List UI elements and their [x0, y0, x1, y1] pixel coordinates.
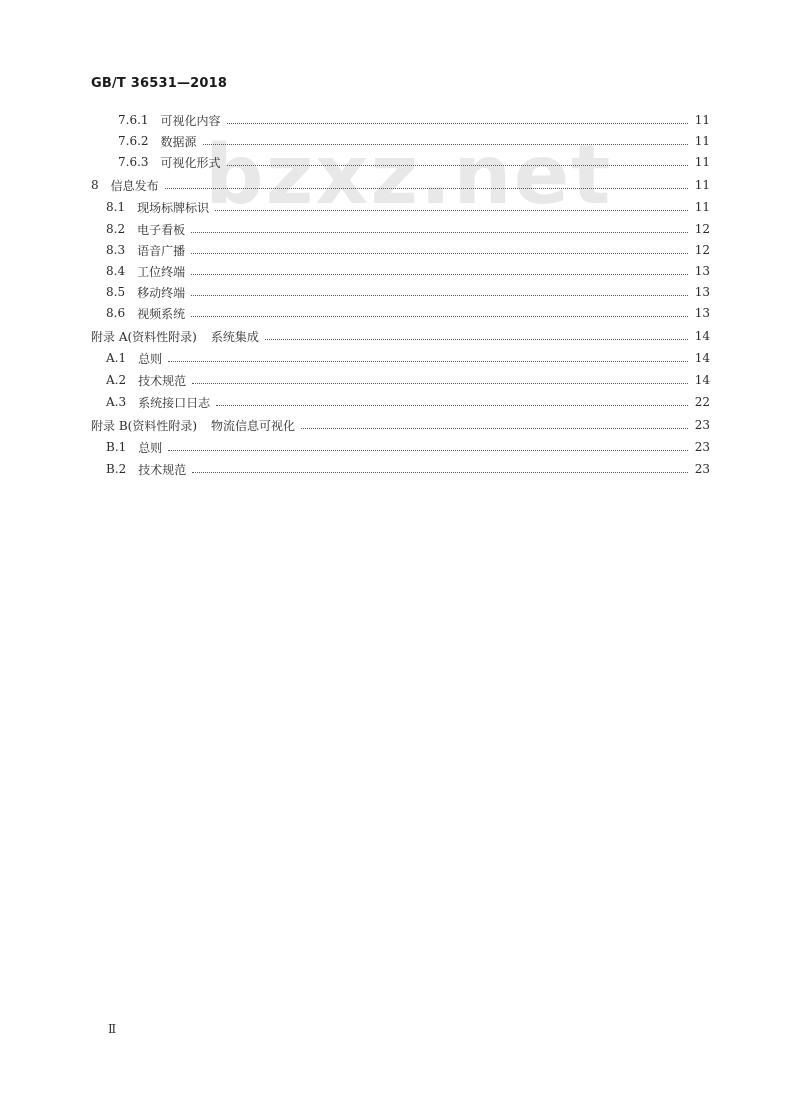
toc-entry-page: 13 — [694, 285, 710, 299]
toc-entry-number: 8.3 — [106, 243, 126, 257]
toc-entry-7-6-1[interactable] — [118, 111, 710, 129]
toc-entry-title: 总则 — [138, 440, 163, 455]
toc-entry-number: 8 — [91, 178, 99, 192]
toc-entry-8[interactable] — [91, 176, 710, 194]
toc-entry-title: 数据源 — [160, 134, 197, 149]
toc-entry-7-6-2[interactable] — [118, 132, 710, 150]
dot-leader — [227, 123, 688, 124]
toc-entry-number: 8.2 — [106, 222, 126, 236]
dot-leader — [191, 253, 688, 254]
toc-entry-number: A.1 — [106, 351, 127, 365]
toc-entry-title: 物流信息可视化 — [211, 418, 296, 433]
toc-entry-page: 11 — [694, 178, 710, 192]
dot-leader — [192, 472, 688, 473]
dot-leader — [168, 361, 688, 362]
toc-entry-a-3[interactable] — [106, 393, 710, 411]
toc-entry-title: 可视化形式 — [160, 155, 221, 170]
toc-entry-page: 23 — [694, 418, 710, 432]
toc-entry-page: 13 — [694, 264, 710, 278]
toc-entry-number: A.3 — [106, 395, 127, 409]
dot-leader — [191, 274, 688, 275]
toc-entry-number: 7.6.3 — [118, 155, 149, 169]
toc-entry-number: 8.5 — [106, 285, 126, 299]
dot-leader — [165, 188, 688, 189]
toc-entry-page: 22 — [694, 395, 710, 409]
toc-entry-page: 14 — [694, 351, 710, 365]
toc-entry-title: 可视化内容 — [160, 113, 221, 128]
toc-entry-number: 8.6 — [106, 306, 126, 320]
toc-entry-number: B.1 — [106, 440, 127, 454]
dot-leader — [265, 339, 688, 340]
toc-entry-title: 语音广播 — [137, 243, 186, 258]
toc-entry-appendix-b[interactable] — [91, 416, 710, 434]
toc-entry-7-6-3[interactable] — [118, 153, 710, 171]
toc-entry-number: B.2 — [106, 462, 127, 476]
standard-code-header: GB/T 36531—2018 — [91, 76, 228, 91]
toc-entry-number: 7.6.2 — [118, 134, 149, 148]
toc-entry-a-2[interactable] — [106, 371, 710, 389]
toc-entry-page: 13 — [694, 306, 710, 320]
toc-entry-8-6[interactable] — [106, 304, 710, 322]
toc-entry-title: 信息发布 — [110, 178, 159, 193]
toc-entry-8-1[interactable] — [106, 198, 710, 216]
toc-entry-title: 系统接口日志 — [138, 395, 211, 410]
toc-entry-page: 11 — [694, 200, 710, 214]
toc-entry-title: 现场标牌标识 — [137, 200, 210, 215]
toc-entry-number: A.2 — [106, 373, 127, 387]
toc-entry-page: 23 — [694, 440, 710, 454]
toc-entry-page: 12 — [694, 222, 710, 236]
watermark: bzxz.net — [205, 128, 613, 223]
toc-entry-title: 移动终端 — [137, 285, 186, 300]
toc-entry-title: 技术规范 — [138, 373, 187, 388]
toc-entry-8-5[interactable] — [106, 283, 710, 301]
dot-leader — [191, 232, 688, 233]
toc-entry-8-4[interactable] — [106, 262, 710, 280]
toc-entry-number: 附录 B — [91, 418, 128, 433]
toc-entry-number: 7.6.1 — [118, 113, 149, 127]
toc-entry-title: 电子看板 — [137, 222, 186, 237]
toc-entry-title: 视频系统 — [137, 306, 186, 321]
dot-leader — [192, 383, 688, 384]
appendix-type-label: (资料性附录) — [127, 418, 198, 433]
toc-entry-page: 23 — [694, 462, 710, 476]
toc-entry-b-2[interactable] — [106, 460, 710, 478]
toc-entry-page: 11 — [694, 113, 710, 127]
dot-leader — [191, 295, 688, 296]
toc-entry-title: 系统集成 — [210, 329, 259, 344]
toc-entry-title: 技术规范 — [138, 462, 187, 477]
toc-entry-number: 8.4 — [106, 264, 126, 278]
dot-leader — [227, 165, 688, 166]
toc-entry-page: 11 — [694, 155, 710, 169]
toc-entry-appendix-a[interactable] — [91, 327, 710, 345]
toc-entry-page: 14 — [694, 373, 710, 387]
toc-entry-8-2[interactable] — [106, 220, 710, 238]
toc-entry-page: 14 — [694, 329, 710, 343]
toc-entry-title: 总则 — [138, 351, 163, 366]
toc-entry-page: 11 — [694, 134, 710, 148]
page-number: Ⅱ — [108, 1022, 117, 1036]
dot-leader — [168, 450, 688, 451]
toc-entry-number: 8.1 — [106, 200, 126, 214]
toc-entry-page: 12 — [694, 243, 710, 257]
toc-entry-number: 附录 A — [91, 329, 128, 344]
dot-leader — [215, 210, 688, 211]
toc-entry-8-3[interactable] — [106, 241, 710, 259]
dot-leader — [203, 144, 688, 145]
toc-entry-b-1[interactable] — [106, 438, 710, 456]
appendix-type-label: (资料性附录) — [127, 329, 197, 344]
toc-entry-a-1[interactable] — [106, 349, 710, 367]
dot-leader — [301, 428, 688, 429]
dot-leader — [191, 316, 688, 317]
toc-entry-title: 工位终端 — [137, 264, 186, 279]
dot-leader — [216, 405, 688, 406]
